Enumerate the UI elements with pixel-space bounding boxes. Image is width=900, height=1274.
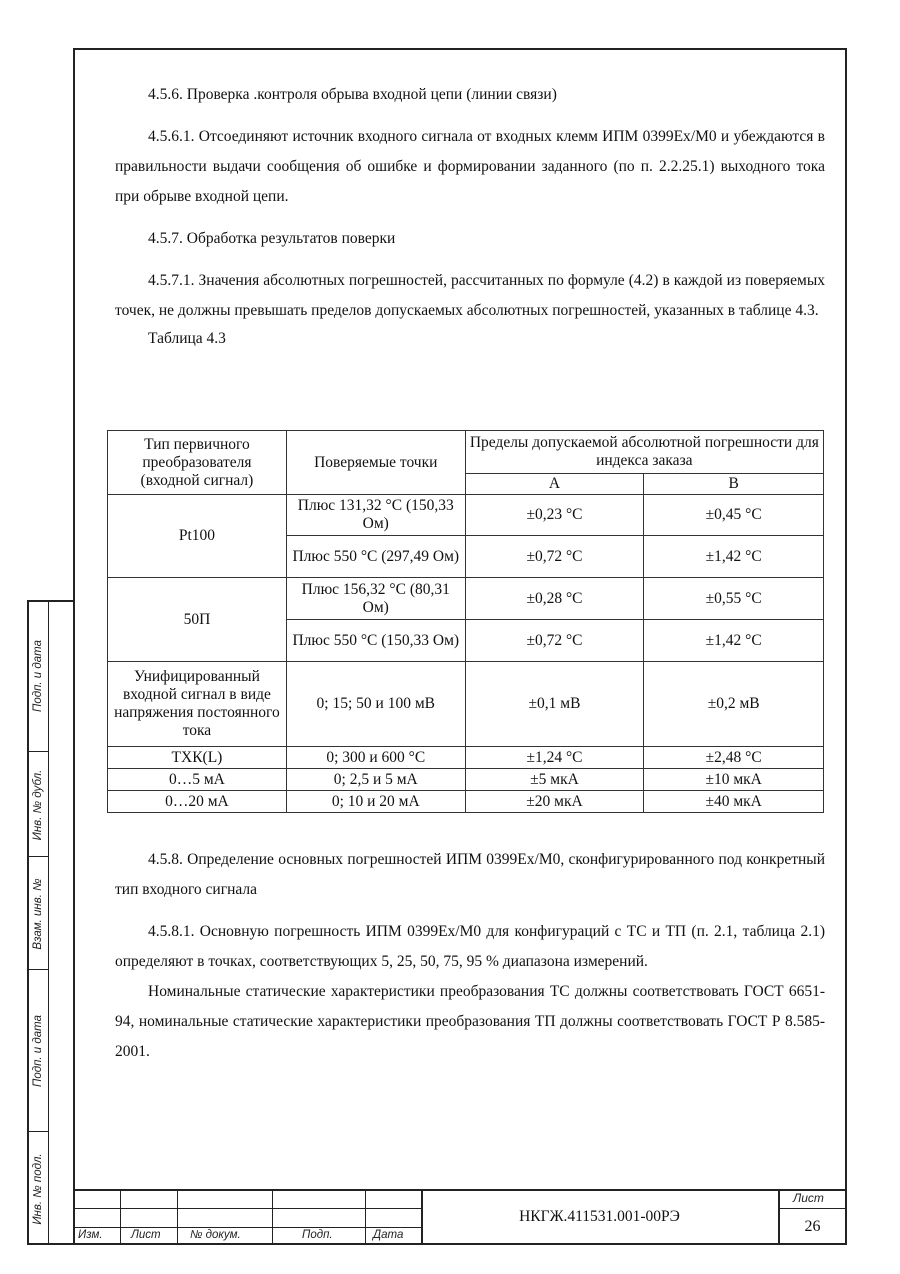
cell-b: ±1,42 °С	[644, 536, 824, 578]
section-heading-4-5-8: 4.5.8. Определение основных погрешностей ИПМ 0399Ex/М0, сконфигурированного под конкретный тип входного сигнала	[115, 851, 825, 898]
strip-label-sign-date-2: Подп. и дата	[31, 1015, 44, 1087]
strip-label-replace-inv: Взам. инв. №	[31, 877, 44, 950]
cell-b: ±40 мкА	[644, 791, 824, 813]
cell-a: ±0,28 °С	[465, 578, 644, 620]
cell-b: ±0,2 мВ	[644, 662, 824, 747]
section-heading-4-5-6: 4.5.6. Проверка .контроля обрыва входной цепи (линии связи)	[148, 86, 557, 103]
cell-points: Плюс 550 °С (150,33 Ом)	[286, 620, 465, 662]
table-row	[108, 578, 824, 620]
cell-points: Плюс 156,32 °С (80,31 Ом)	[286, 578, 465, 620]
cell-points: 0; 300 и 600 °С	[286, 747, 465, 769]
stamp-label-doc-no: № докум.	[190, 1229, 241, 1241]
cell-a: ±0,23 °С	[465, 495, 644, 536]
cell-b: ±2,48 °С	[644, 747, 824, 769]
table-row	[108, 747, 824, 769]
cell-a: ±1,24 °С	[465, 747, 644, 769]
cell-type: 0…5 мА	[108, 769, 287, 791]
cell-points: Плюс 550 °С (297,49 Ом)	[286, 536, 465, 578]
cell-a: ±0,72 °С	[465, 536, 644, 578]
header-col-b: В	[644, 474, 824, 495]
cell-a: ±0,1 мВ	[465, 662, 644, 747]
table-caption: Таблица 4.3	[148, 330, 226, 347]
strip-label-sign-date-1: Подп. и дата	[31, 640, 44, 712]
cell-type: Унифицированный входной сигнал в виде напряжения постоянного тока	[108, 662, 287, 747]
table-row	[108, 662, 824, 747]
sheet-label: Лист	[793, 1191, 824, 1205]
header-col-a: А	[465, 474, 644, 495]
table-row	[108, 791, 824, 813]
cell-points: 0; 2,5 и 5 мА	[286, 769, 465, 791]
cell-points: Плюс 131,32 °С (150,33 Ом)	[286, 495, 465, 536]
side-strip-divider	[48, 600, 49, 1245]
header-type: Тип первичного преобразователя (входной сигнал)	[108, 431, 287, 495]
stamp-label-sign: Подп.	[302, 1229, 333, 1241]
cell-a: ±5 мкА	[465, 769, 644, 791]
cell-type: ТХК(L)	[108, 747, 287, 769]
header-limits: Пределы допускаемой абсолютной погрешности для индекса заказа	[465, 431, 823, 474]
paragraph-4-5-7-1: 4.5.7.1. Значения абсолютных погрешностей, рассчитанных по формуле (4.2) в каждой из поверяемых точек, не должны превышать пределов допускаемых абсолютных погрешностей, указанных в таблице 4.3.	[115, 272, 825, 319]
body-text-bottom	[115, 845, 825, 1067]
table-row	[108, 495, 824, 536]
cell-type: 50П	[108, 578, 287, 662]
paragraph-4-5-8-1: 4.5.8.1. Основную погрешность ИПМ 0399Ex/М0 для конфигураций с ТС и ТП (п. 2.1, таблица 2.1) определяют в точках, соответствующих 5, 25, 50, 75, 95 % диапазона измерений.	[115, 923, 825, 970]
stamp-label-date: Дата	[373, 1229, 404, 1241]
cell-type: 0…20 мА	[108, 791, 287, 813]
paragraph-4-5-6-1: 4.5.6.1. Отсоединяют источник входного сигнала от входных клемм ИПМ 0399Ex/М0 и убеждаются в правильности выдачи сообщения об ошибке и формировании заданного (по п. 2.2.25.1) выходного тока при обрыве входной цепи.	[115, 128, 825, 205]
table-row	[108, 769, 824, 791]
cell-b: ±0,45 °С	[644, 495, 824, 536]
cell-b: ±10 мкА	[644, 769, 824, 791]
stamp-label-sheet: Лист	[131, 1229, 161, 1241]
cell-points: 0; 15; 50 и 100 мВ	[286, 662, 465, 747]
cell-b: ±1,42 °С	[644, 620, 824, 662]
strip-label-dup-inv: Инв. № дубл.	[31, 769, 44, 840]
document-code: НКГЖ.411531.001-00РЭ	[519, 1208, 680, 1225]
table-4-3	[107, 430, 824, 813]
paragraph-gost: Номинальные статические характеристики преобразования ТС должны соответствовать ГОСТ 6651-94, номинальные статические характеристики преобразования ТП должны соответствовать ГОСТ Р 8.585-2001.	[115, 983, 825, 1060]
section-heading-4-5-7: 4.5.7. Обработка результатов поверки	[148, 230, 396, 247]
body-text-top	[115, 80, 825, 352]
cell-a: ±0,72 °С	[465, 620, 644, 662]
stamp-label-change: Изм.	[78, 1229, 103, 1241]
header-points: Поверяемые точки	[286, 431, 465, 495]
strip-label-orig-inv: Инв. № подл.	[31, 1152, 44, 1225]
cell-points: 0; 10 и 20 мА	[286, 791, 465, 813]
cell-a: ±20 мкА	[465, 791, 644, 813]
cell-b: ±0,55 °С	[644, 578, 824, 620]
cell-type: Pt100	[108, 495, 287, 578]
sheet-number: 26	[804, 1217, 821, 1235]
